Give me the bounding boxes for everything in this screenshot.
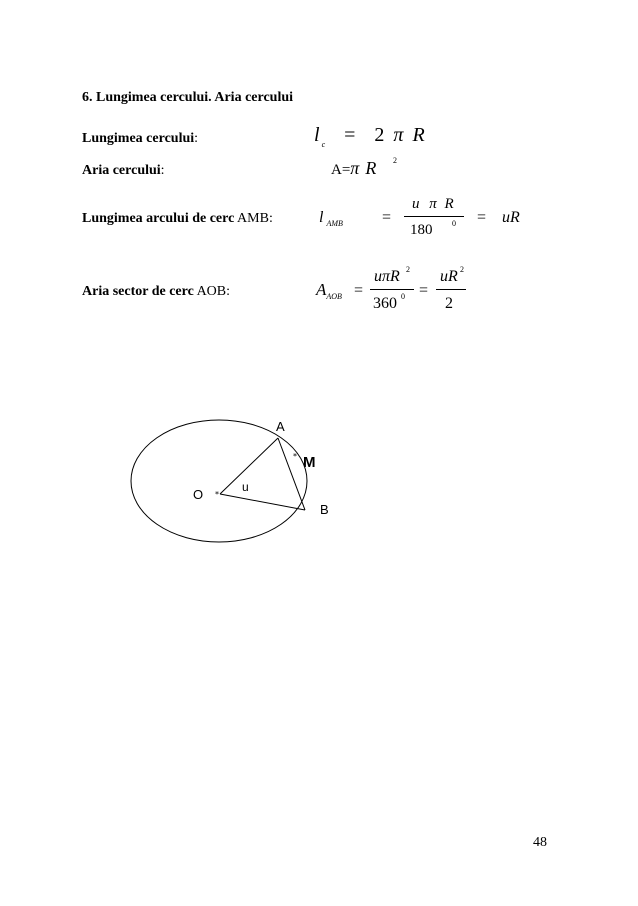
sector-eq1: = bbox=[354, 282, 364, 299]
arc-num-r: R bbox=[444, 196, 454, 212]
area-exp: 2 bbox=[393, 156, 397, 165]
page-number: 48 bbox=[533, 835, 547, 850]
circumference-eq: = bbox=[344, 124, 356, 146]
point-o-label: O bbox=[193, 487, 204, 502]
arc-den-sup: 0 bbox=[452, 219, 456, 228]
circumference-lhs-sub: c bbox=[321, 140, 326, 149]
area-label-suffix: : bbox=[160, 163, 165, 178]
circumference-r: R bbox=[412, 124, 425, 146]
radius-oa bbox=[220, 438, 278, 494]
circumference-label-suffix: : bbox=[194, 131, 199, 146]
section-title: 6. Lungimea cercului. Aria cercului bbox=[82, 90, 294, 105]
sector-lhs: A bbox=[316, 280, 327, 299]
circle-outline bbox=[131, 420, 307, 542]
point-m-label: M bbox=[303, 454, 316, 471]
sector-num1-sup: 2 bbox=[406, 265, 410, 274]
point-a-label: A bbox=[276, 419, 285, 434]
arc-num-u: u bbox=[412, 196, 420, 212]
area-lhs: A= bbox=[331, 162, 351, 178]
sector-num1: uπR bbox=[374, 268, 400, 285]
sector-den2: 2 bbox=[445, 295, 453, 312]
arc-point-mark: * bbox=[293, 452, 297, 461]
circumference-lhs: l bbox=[314, 124, 320, 146]
center-mark: * bbox=[215, 490, 219, 499]
radius-ob bbox=[220, 494, 305, 510]
sector-eq2: = bbox=[419, 282, 429, 299]
point-b-label: B bbox=[320, 502, 329, 517]
sector-den1: 360 bbox=[373, 295, 397, 312]
arc-label-plain: AMB: bbox=[237, 211, 273, 226]
arc-num-pi: π bbox=[429, 196, 437, 212]
arc-lhs-sub: AMB bbox=[326, 219, 343, 228]
sector-lhs-sub: AOB bbox=[326, 292, 342, 301]
arc-label-bold: Lungimea arcului de cerc bbox=[82, 211, 235, 226]
area-pi: π bbox=[350, 158, 360, 178]
sector-label-bold: Aria sector de cerc bbox=[82, 284, 194, 299]
chord-ab bbox=[278, 438, 305, 510]
arc-eq2: = bbox=[477, 209, 487, 226]
arc-lhs: l bbox=[319, 209, 324, 226]
angle-u-label: u bbox=[242, 480, 249, 494]
sector-num2: uR bbox=[440, 268, 458, 285]
sector-num2-sup: 2 bbox=[460, 265, 464, 274]
arc-den: 180 bbox=[410, 222, 433, 238]
sector-den1-sup: 0 bbox=[401, 292, 405, 301]
arc-result: uR bbox=[502, 209, 520, 226]
circumference-two: 2 bbox=[374, 124, 385, 146]
area-r: R bbox=[365, 158, 377, 178]
circumference-pi: π bbox=[393, 124, 404, 146]
circumference-label: Lungimea cercului bbox=[82, 131, 195, 146]
arc-eq1: = bbox=[382, 209, 392, 226]
sector-label-plain: AOB: bbox=[196, 284, 231, 299]
area-label: Aria cercului bbox=[82, 163, 161, 178]
